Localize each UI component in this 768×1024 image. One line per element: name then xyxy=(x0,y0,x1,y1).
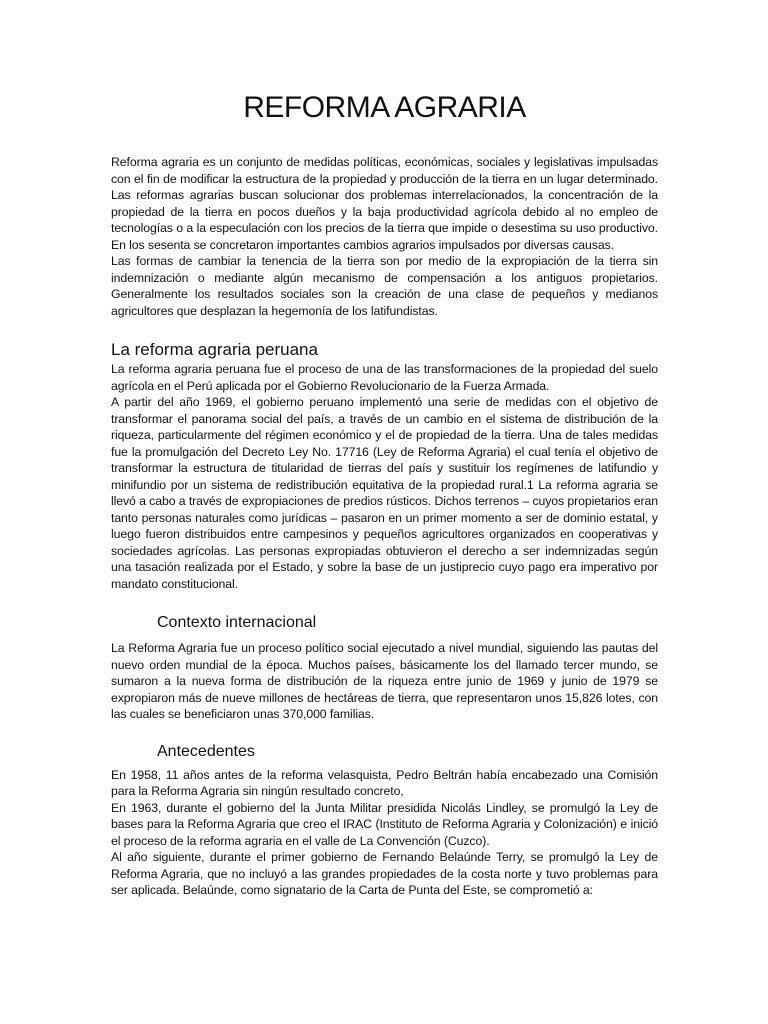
contexto-section xyxy=(111,640,658,723)
section-heading-contexto: Contexto internacional xyxy=(157,614,317,631)
paragraph: A partir del año 1969, el gobierno peruano implementó una serie de medidas con el objetivo de transformar el panorama social del país, a través de un cambio en el sistema de distribución de la riqueza, particularmente del régimen económico y el de propiedad de la tierra. Una de tales medidas fue la promulgación del Decreto Ley No. 17716 (Ley de Reforma Agraria) el cual tenía el objetivo de transformar la estructura de titularidad de tierras del país y sustituir los regímenes de latifundio y minifundio por un sistema de redistribución equitativa de la propiedad rural.1 La reforma agraria se llevó a cabo a través de expropiaciones de predios rústicos. Dichos terrenos – cuyos propietarios eran tanto personas naturales como jurídicas – pasaron en un primer momento a ser de dominio estatal, y luego fueron distribuidos entre campesinos y pequeños agricultores organizados en cooperativas y sociedades agrícolas. Las personas expropiadas obtuvieron el derecho a ser indemnizadas según una tasación realizada por el Estado, y sobre la base de un justiprecio cuyo pago era imperativo por mandato constitucional. xyxy=(111,395,658,591)
paragraph: En 1958, 11 años antes de la reforma velasquista, Pedro Beltrán había encabezado una Comisión para la Reforma Agraria sin ningún resultado concreto, xyxy=(111,767,658,798)
document-title: REFORMA AGRARIA xyxy=(243,91,526,124)
peru-section xyxy=(111,361,658,592)
paragraph: La reforma agraria peruana fue el proceso de una de las transformaciones de la propiedad del suelo agrícola en el Perú aplicada por el Gobierno Revolucionario de la Fuerza Armada. xyxy=(111,362,658,393)
paragraph: Al año siguiente, durante el primer gobierno de Fernando Belaúnde Terry, se promulgó la Ley de Reforma Agraria, que no incluyó a las grandes propiedades de la costa norte y tuvo problemas para ser aplicada. Belaúnde, como signatario de la Carta de Punta del Este, se comprometió a: xyxy=(111,850,658,897)
paragraph: Reforma agraria es un conjunto de medidas políticas, económicas, sociales y legislativas impulsadas con el fin de modificar la estructura de la propiedad y producción de la tierra en un lugar determinado. Las reformas agrarias buscan solucionar dos problemas interrelacionados, la concentración de la propiedad de la tierra en pocos dueños y la baja productividad agrícola debido al no empleo de tecnologías o a la especulación con los precios de la tierra que impide o desestima su uso productivo. En los sesenta se concretaron importantes cambios agrarios impulsados por diversas causas. xyxy=(111,155,658,252)
paragraph: Las formas de cambiar la tenencia de la tierra son por medio de la expropiación de la tierra sin indemnización o mediante algún mecanismo de compensación a los antiguos propietarios. Generalmente los resultados sociales son la creación de una clase de pequeños y medianos agricultores que desplazan la hegemonía de los latifundistas. xyxy=(111,254,658,318)
section-heading-antecedentes: Antecedentes xyxy=(157,742,255,760)
section-heading-peru: La reforma agraria peruana xyxy=(111,340,318,359)
antecedentes-section xyxy=(111,767,658,899)
paragraph: En 1963, durante el gobierno del la Junta Militar presidida Nicolás Lindley, se promulgó la Ley de bases para la Reforma Agraria que creo el IRAC (Instituto de Reforma Agraria y Colonización) e inició el proceso de la reforma agraria en el valle de La Convención (Cuzco). xyxy=(111,800,658,848)
paragraph: La Reforma Agraria fue un proceso político social ejecutado a nivel mundial, siguiendo las pautas del nuevo orden mundial de la época. Muchos países, básicamente los del llamado tercer mundo, se sumaron a la nueva forma de distribución de la riqueza entre junio de 1969 y junio de 1979 se expropiaron más de nueve millones de hectáreas de tierra, que representaron unos 15,826 lotes, con las cuales se beneficiaron unas 370,000 familias. xyxy=(111,641,658,721)
intro-section xyxy=(111,154,658,319)
